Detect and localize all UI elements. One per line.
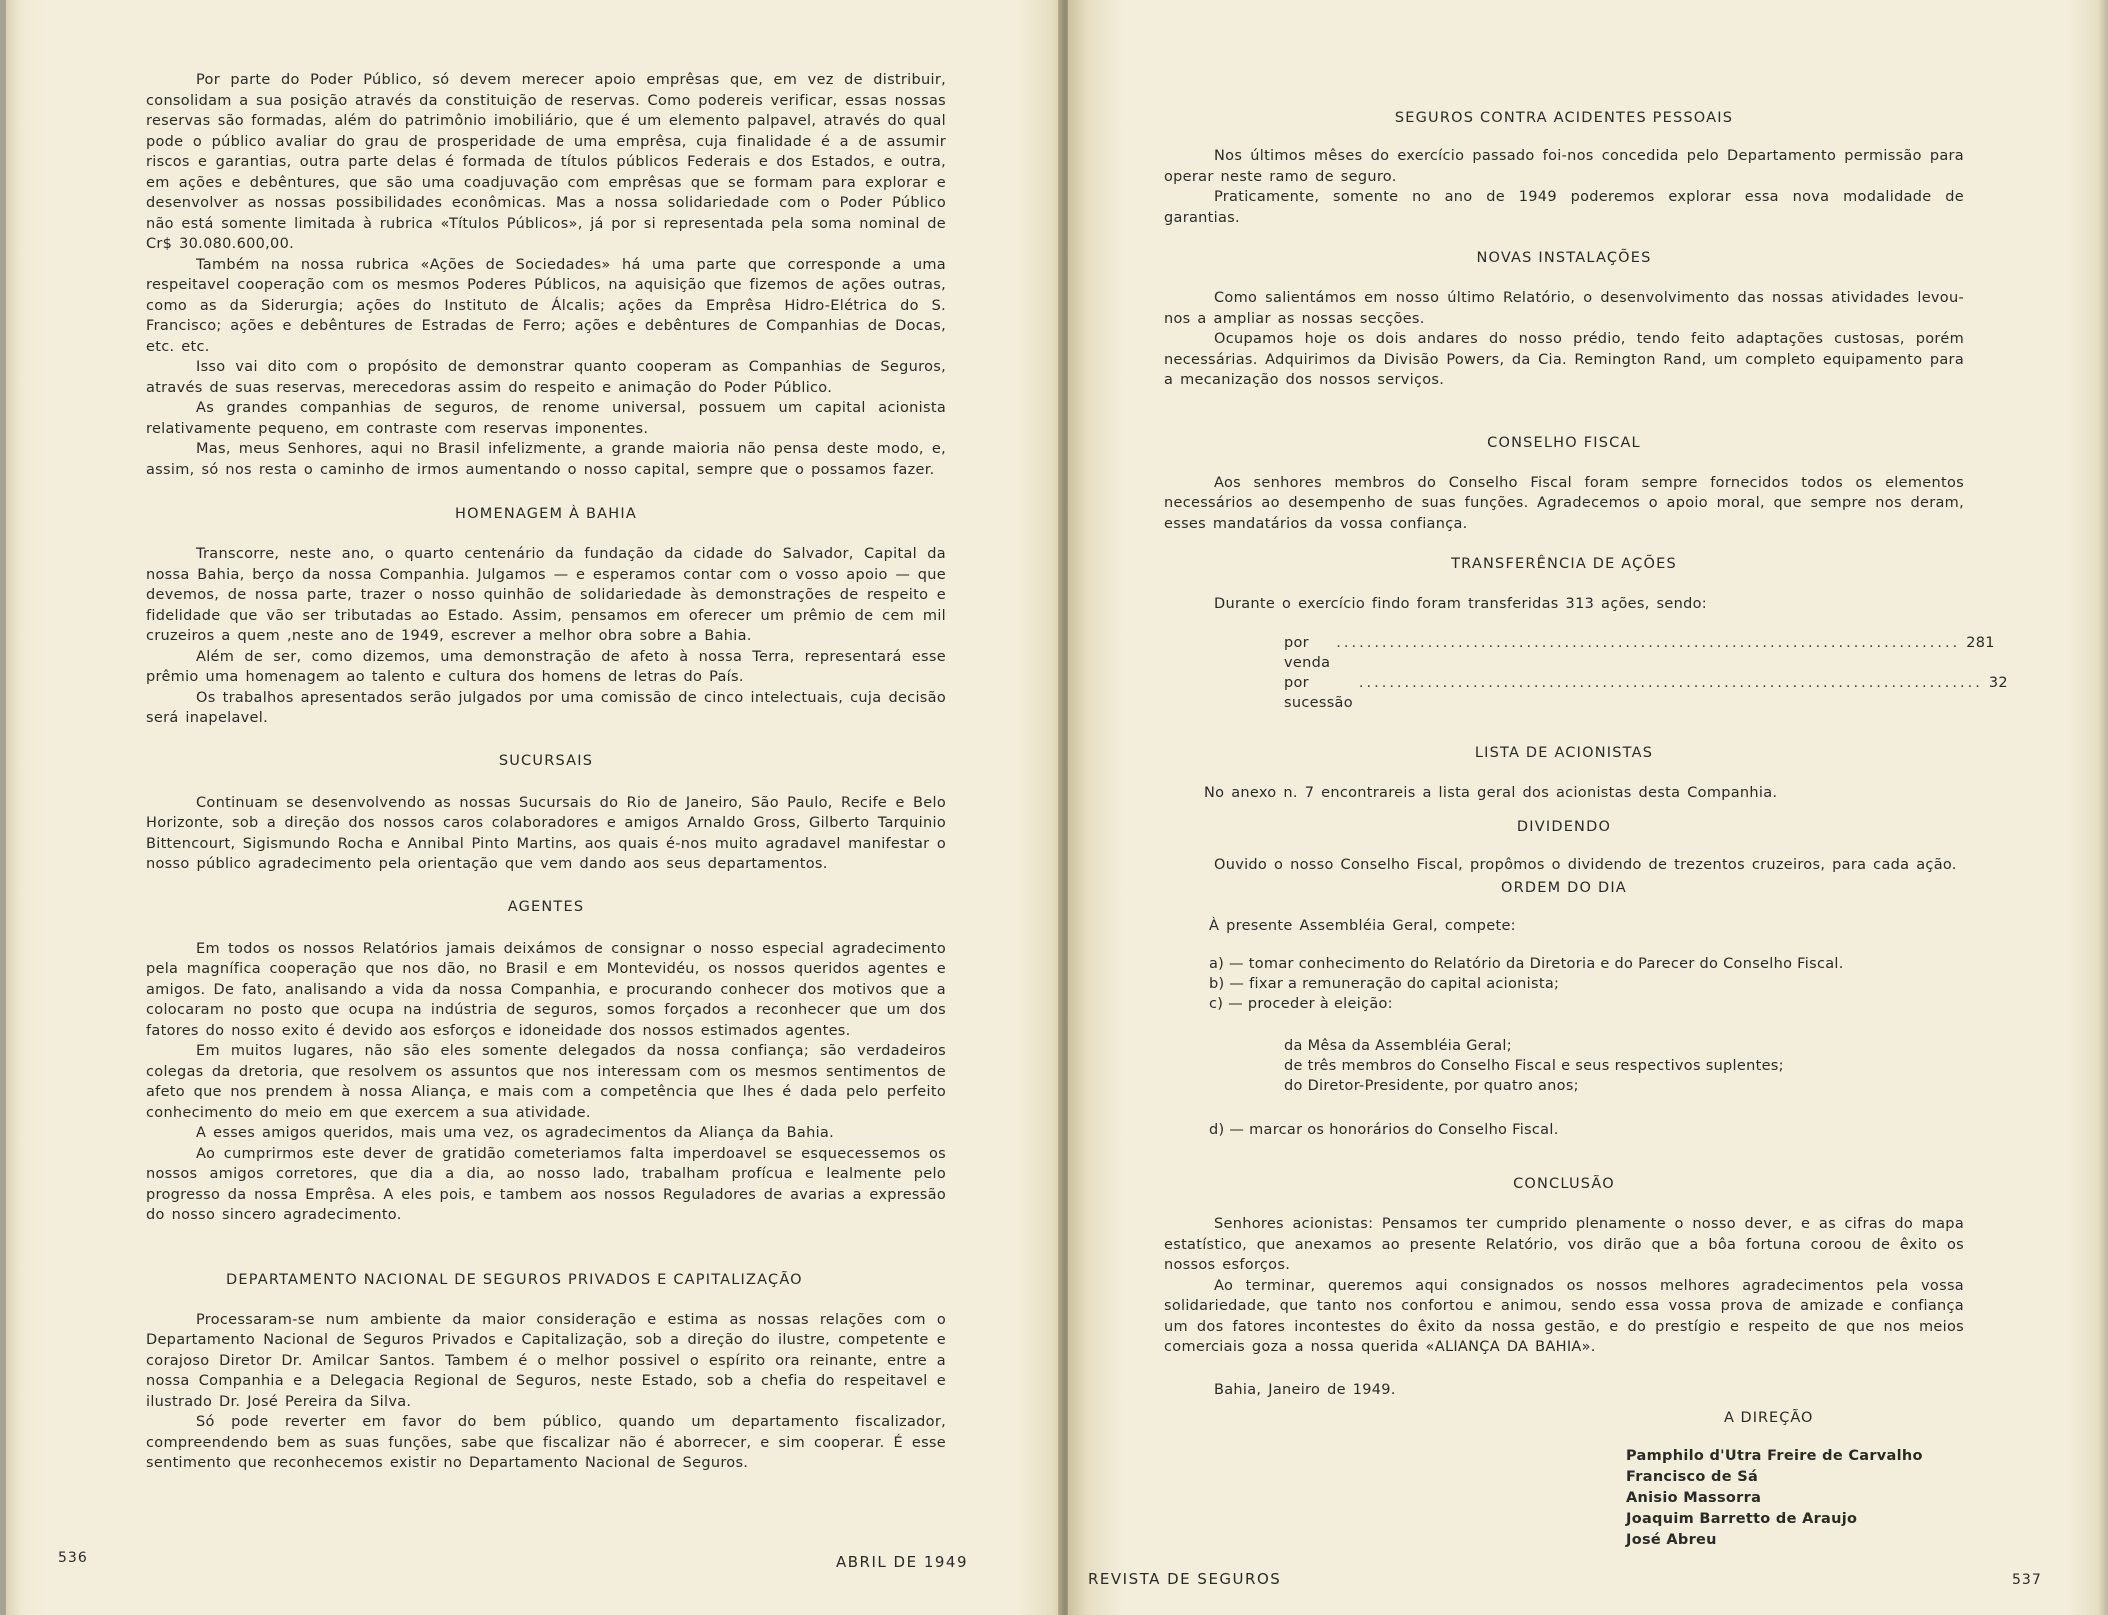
signatory-name: Anisio Massorra: [1626, 1490, 1762, 1506]
paragraph: As grandes companhias de seguros, de renome universal, possuem um capital acionista relativamente pequeno, em contraste com reservas imponentes.: [146, 400, 946, 437]
page-number-right: 537: [2012, 1572, 2042, 1588]
agenda-subitem: do Diretor-Presidente, por quatro anos;: [1284, 1078, 1579, 1094]
paragraph: Também na nossa rubrica «Ações de Sociedades» há uma parte que corresponde a uma respeitavel cooperação com os mesmos Poderes Públicos, na aquisição que fizemos de ações outras, como as da Siderurgia; ações do Instituto de Álcalis; ações da Emprêsa Hidro-Elétrica do S. Francisco; ações e debêntures de Estradas de Ferro; ações e debêntures de Companhias de Docas, etc. etc.: [146, 256, 946, 355]
paragraph: Durante o exercício findo foram transferidas 313 ações, sendo:: [1214, 596, 1707, 612]
agenda-item: b) — fixar a remuneração do capital acionista;: [1209, 976, 1560, 992]
paragraph: Como salientámos em nosso último Relatório, o desenvolvimento das nossas atividades levou-nos a ampliar as nossas secções.: [1164, 290, 1964, 327]
agenda-subitem: de três membros do Conselho Fiscal e seus respectivos suplentes;: [1284, 1058, 1784, 1074]
section-heading-dnspc: DEPARTAMENTO NACIONAL DE SEGUROS PRIVADOS E CAPITALIZAÇÃO: [226, 1271, 803, 1288]
signatory-name: Francisco de Sá: [1626, 1469, 1759, 1485]
agenda-item: c) — proceder à eleição:: [1209, 996, 1393, 1012]
paragraph: Por parte do Poder Público, só devem merecer apoio emprêsas que, em vez de distribuir, consolidam a sua posição através da constituição de reservas. Como podereis verificar, essas nossas reservas são formadas, além do patrimônio imobiliário, que é um elemento palpavel, através do qual pode o público avaliar do grau de prosperidade de uma emprêsa, cuja finalidade é a de assumir riscos e garantias, outra parte delas é formada de títulos públicos Federais e dos Estados, e outra, em ações e debêntures, que são uma coadjuvação com emprêsas que se formam para explorar e desenvolver as nossas possibilidades econômicas. Mas a nossa solidariedade com o Poder Público não está somente limitada à rubrica «Títulos Públicos», já por si representada pela soma nominal de Cr$ 30.080.600,00.: [146, 72, 946, 252]
election-sublist: [1164, 1036, 1964, 1096]
section-heading-conselho: CONSELHO FISCAL: [1487, 434, 1641, 451]
paragraph: Ocupamos hoje os dois andares do nosso prédio, tendo feito adaptações custosas, porém necessárias. Adquirimos da Divisão Powers, da Cia. Remington Rand, um completo equipamento para a mecanização dos nossos serviços.: [1164, 331, 1964, 388]
section-heading-seguros: SEGUROS CONTRA ACIDENTES PESSOAIS: [1394, 110, 1734, 126]
table-row: [1284, 673, 2008, 713]
paragraph: Ao terminar, queremos aqui consignados os nossos melhores agradecimentos pela vossa solidariedade, que tanto nos confortou e animou, sendo essa vossa prova de amizade e confiança um dos fatores incontestes do êxito da nossa gestão, e do prestígio e respeito de que nos meios comerciais goza a nossa querida «ALIANÇA DA BAHIA».: [1164, 1277, 1964, 1355]
right-page-column: [1164, 100, 2008, 1551]
paragraph: Os trabalhos apresentados serão julgados por uma comissão de cinco intelectuais, cuja decisão será inapelavel.: [146, 689, 946, 726]
agenda-list: [1164, 954, 1964, 1014]
signatory-name: Pamphilo d'Utra Freire de Carvalho: [1626, 1448, 1923, 1464]
transfer-label: por sucessão: [1284, 674, 1353, 711]
section-heading-ordem: ORDEM DO DIA: [1501, 879, 1627, 896]
paragraph: Senhores acionistas: Pensamos ter cumprido plenamente o nosso dever, e as cifras do mapa estatístico, que anexamos ao presente Relatório, vos dirão que a bôa fortuna coroou de êxito os nossos esforços.: [1164, 1216, 1964, 1273]
section-heading-conclusao: CONCLUSÃO: [1513, 1176, 1615, 1192]
table-row: [1284, 633, 1995, 673]
agenda-item: d) — marcar os honorários do Conselho Fiscal.: [1209, 1122, 1559, 1138]
paragraph: Só pode reverter em favor do bem público, quando um departamento fiscalizador, compreendendo bem as suas funções, sabe que fiscalizar não é aborrecer, e sim cooperar. É esse sentimento que reconhecemos existir no Departamento Nacional de Seguros.: [146, 1414, 946, 1471]
right-page: [1068, 0, 2108, 1615]
signatory-name: José Abreu: [1626, 1532, 1717, 1548]
section-heading-instalacoes: NOVAS INSTALAÇÕES: [1476, 250, 1652, 266]
paragraph: Processaram-se num ambiente da maior consideração e estima as nossas relações com o Departamento Nacional de Seguros Privados e Capitalização, sob a direção do ilustre, competente e corajoso Diretor Dr. Amilcar Santos. Tambem é o melhor possivel o espírito ora reinante, entre a nossa Companhia e a Delegacia Regional de Seguros, neste Estado, sob a chefia do respeitavel e ilustrado Dr. José Pereira da Silva.: [146, 1311, 946, 1410]
signatory-name: Joaquim Barretto de Araujo: [1626, 1511, 1858, 1527]
date-place: Bahia, Janeiro de 1949.: [1214, 1381, 1396, 1398]
direction-heading: A DIREÇÃO: [1724, 1410, 1814, 1426]
transfer-value: 32: [1988, 674, 2008, 691]
dot-leader: ..................................................................................: [1336, 634, 1961, 651]
section-heading-sucursais: SUCURSAIS: [498, 752, 594, 769]
transfer-label: por venda: [1284, 634, 1331, 671]
section-heading-lista: LISTA DE ACIONISTAS: [1474, 744, 1654, 761]
paragraph: Ouvido o nosso Conselho Fiscal, propômos o dividendo de trezentos cruzeiros, para cada ação.: [1214, 857, 1957, 873]
section-heading-dividendo: DIVIDENDO: [1516, 819, 1612, 835]
paragraph: A esses amigos queridos, mais uma vez, os agradecimentos da Aliança da Bahia.: [196, 1125, 835, 1141]
section-heading-agentes: AGENTES: [507, 898, 585, 915]
paragraph: Mas, meus Senhores, aqui no Brasil infelizmente, a grande maioria não pensa deste modo, e, assim, só nos resta o caminho de irmos aumentando o nosso capital, sempre que o possamos fazer.: [146, 441, 946, 478]
paragraph: Aos senhores membros do Conselho Fiscal foram sempre fornecidos todos os elementos necessários ao desempenho de suas funções. Agradecemos o apoio moral, que sempre nos deram, esses mandatários da vossa confiança.: [1164, 474, 1964, 532]
paragraph: No anexo n. 7 encontrareis a lista geral dos acionistas desta Companhia.: [1204, 784, 1778, 801]
paragraph: À presente Assembléia Geral, compete:: [1209, 917, 1516, 934]
section-heading-transferencia: TRANSFERÊNCIA DE AÇÕES: [1451, 556, 1677, 572]
agenda-list-d: [1164, 1120, 1964, 1140]
agenda-subitem: da Mêsa da Assembléia Geral;: [1284, 1038, 1512, 1054]
page-number-left: 536: [58, 1550, 88, 1566]
left-page-column: [146, 70, 946, 1474]
paragraph: Transcorre, neste ano, o quarto centenário da fundação da cidade do Salvador, Capital da nossa Bahia, berço da nossa Companhia. Julgamos — e esperamos contar com o vosso apoio — que devemos, de nossa parte, trazer o nosso quinhão de solidariedade às demonstrações de respeito e fidelidade que vão ser tributadas ao Estado. Assim, pensamos em oferecer um prêmio de cem mil cruzeiros a quem ,neste ano de 1949, escrever a melhor obra sobre a Bahia.: [146, 546, 946, 644]
footer-magazine-title: REVISTA DE SEGUROS: [1088, 1570, 1282, 1588]
transfer-value: 281: [1966, 634, 1995, 651]
paragraph: Em todos os nossos Relatórios jamais deixámos de consignar o nosso especial agradecimento pela magnífica cooperação que nos dão, no Brasil e em Montevidéu, os nossos queridos agentes e amigos. De fato, analisando a vida da nossa Companhia, e procurando conhecer dos motivos que a colocaram no posto que ocupa na indústria de seguros, somos forçados a reconhecer que um dos fatores do nosso exito é devido aos esforços e idoneidade dos nossos estimados agentes.: [146, 940, 946, 1039]
signatories: [1164, 1446, 1964, 1551]
paragraph: Em muitos lugares, não são eles somente delegados da nossa confiança; são verdadeiros colegas da dretoria, que resolvem os assuntos que nos interessam com os mesmos sentimentos de afeto que nos prendem à nossa Aliança, e mais com a competência que lhes é dada pelo perfeito conhecimento do meio em que exercem a sua atividade.: [146, 1043, 946, 1121]
section-heading-homenagem: HOMENAGEM À BAHIA: [455, 506, 637, 522]
paragraph: Além de ser, como dizemos, uma demonstração de afeto à nossa Terra, representará esse prêmio uma homenagem ao talento e cultura dos homens de letras do País.: [146, 648, 946, 685]
paragraph: Ao cumprirmos este dever de gratidão cometeriamos falta imperdoavel se esquecessemos os nossos amigos corretores, que dia a dia, ao nosso lado, trabalham profícua e lealmente pelo progresso da nossa Emprêsa. A eles pois, e tambem aos nossos Reguladores de avarias a expressão do nosso sincero agradecimento.: [146, 1145, 946, 1223]
paragraph: Continuam se desenvolvendo as nossas Sucursais do Rio de Janeiro, São Paulo, Recife e Belo Horizonte, sob a direção dos nossos caros colaboradores e amigos Arnaldo Gross, Gilberto Tarquinio Bittencourt, Sigismundo Rocha e Annibal Pinto Martins, aos quais é-nos muito agradavel manifestar o nosso público agradecimento pela orientação que vem dando aos seus departamentos.: [146, 794, 946, 872]
paragraph: Praticamente, somente no ano de 1949 poderemos explorar essa nova modalidade de garantias.: [1164, 189, 1964, 226]
paragraph: Isso vai dito com o propósito de demonstrar quanto cooperam as Companhias de Seguros, através de suas reservas, merecedoras assim do respeito e animação do Poder Público.: [146, 359, 946, 396]
footer-date: ABRIL DE 1949: [836, 1553, 968, 1571]
agenda-item: a) — tomar conhecimento do Relatório da Diretoria e do Parecer do Conselho Fiscal.: [1209, 956, 1844, 972]
dot-leader: ..................................................................................: [1358, 674, 1983, 691]
paragraph: Nos últimos mêses do exercício passado foi-nos concedida pelo Departamento permissão para operar neste ramo de seguro.: [1164, 148, 1964, 185]
transfer-table: [1284, 633, 2008, 713]
